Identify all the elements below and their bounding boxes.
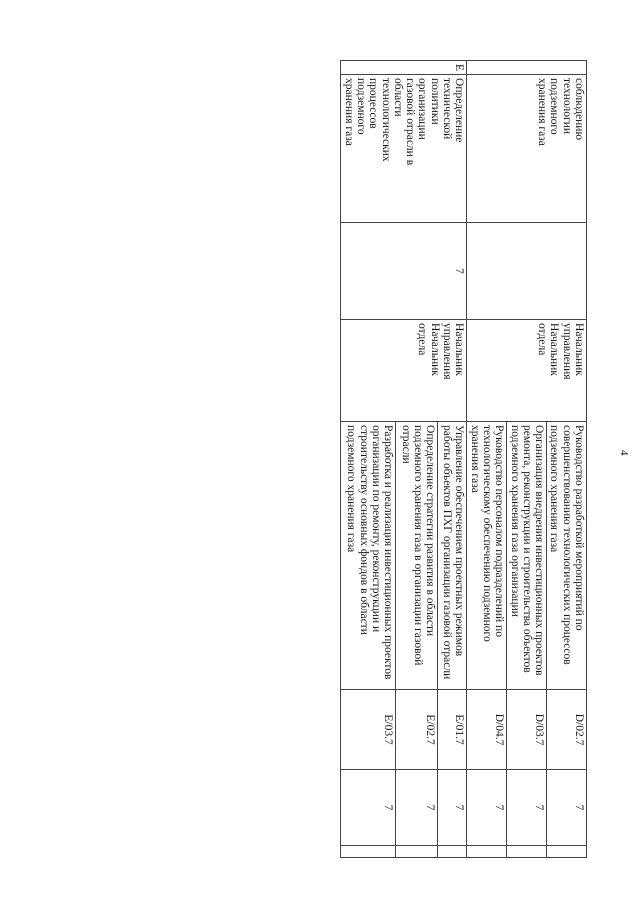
- function-level-cell: 7: [547, 770, 587, 846]
- positions-cell: Начальник управления Начальник отдела: [341, 320, 467, 422]
- empty-cell: [396, 846, 438, 858]
- empty-cell: [341, 846, 396, 858]
- gen-function-name-cell: соблюдению технологии подземного хранения газа: [467, 75, 587, 223]
- functions-table: [340, 60, 587, 858]
- empty-cell: [467, 846, 507, 858]
- function-name-cell: Руководство разработкой мероприятий по совершенствованию технологических процессов подземного хранения газа: [547, 422, 587, 690]
- gen-function-name-cell: Определение технической политики организации газовой отрасли в области технологических процессов подземного хранения газа: [341, 75, 467, 223]
- gen-function-level-cell: 7: [341, 223, 467, 320]
- function-name-cell: Организация внедрения инвестиционных проектов ремонта, реконструкции и строительства объектов подземного хранения газа организации: [507, 422, 547, 690]
- empty-cell: [507, 846, 547, 858]
- function-code-cell: D/03.7: [507, 690, 547, 770]
- function-code-cell: E/03.7: [341, 690, 396, 770]
- function-level-cell: 7: [507, 770, 547, 846]
- gen-function-level-cell: [467, 223, 587, 320]
- function-name-cell: Определение стратегии развития в области подземного хранения газа в организации газовой отрасли: [396, 422, 438, 690]
- table-row: [438, 61, 467, 858]
- empty-cell: [438, 846, 467, 858]
- function-name-cell: Руководство персоналом подразделений по технологическому обеспечению подземного хранения газа: [467, 422, 507, 690]
- page-number: 4: [618, 450, 630, 456]
- function-code-cell: E/01.7: [438, 690, 467, 770]
- function-code-cell: D/02.7: [547, 690, 587, 770]
- gen-function-code-cell: [467, 61, 587, 75]
- function-level-cell: 7: [438, 770, 467, 846]
- function-code-cell: E/02.7: [396, 690, 438, 770]
- function-code-cell: D/04.7: [467, 690, 507, 770]
- function-name-cell: Разработка и реализация инвестиционных проектов организации по ремонту, реконструкции и строительству основных фондов в области подземного хранения газа: [341, 422, 396, 690]
- gen-function-code-cell: E: [341, 61, 467, 75]
- function-level-cell: 7: [341, 770, 396, 846]
- positions-cell: Начальник управления Начальник отдела: [467, 320, 587, 422]
- function-name-cell: Управление обеспечением проектных режимов работы объектов ПХГ организации газовой отрасли: [438, 422, 467, 690]
- table-row: [547, 61, 587, 858]
- empty-cell: [547, 846, 587, 858]
- function-level-cell: 7: [396, 770, 438, 846]
- function-level-cell: 7: [467, 770, 507, 846]
